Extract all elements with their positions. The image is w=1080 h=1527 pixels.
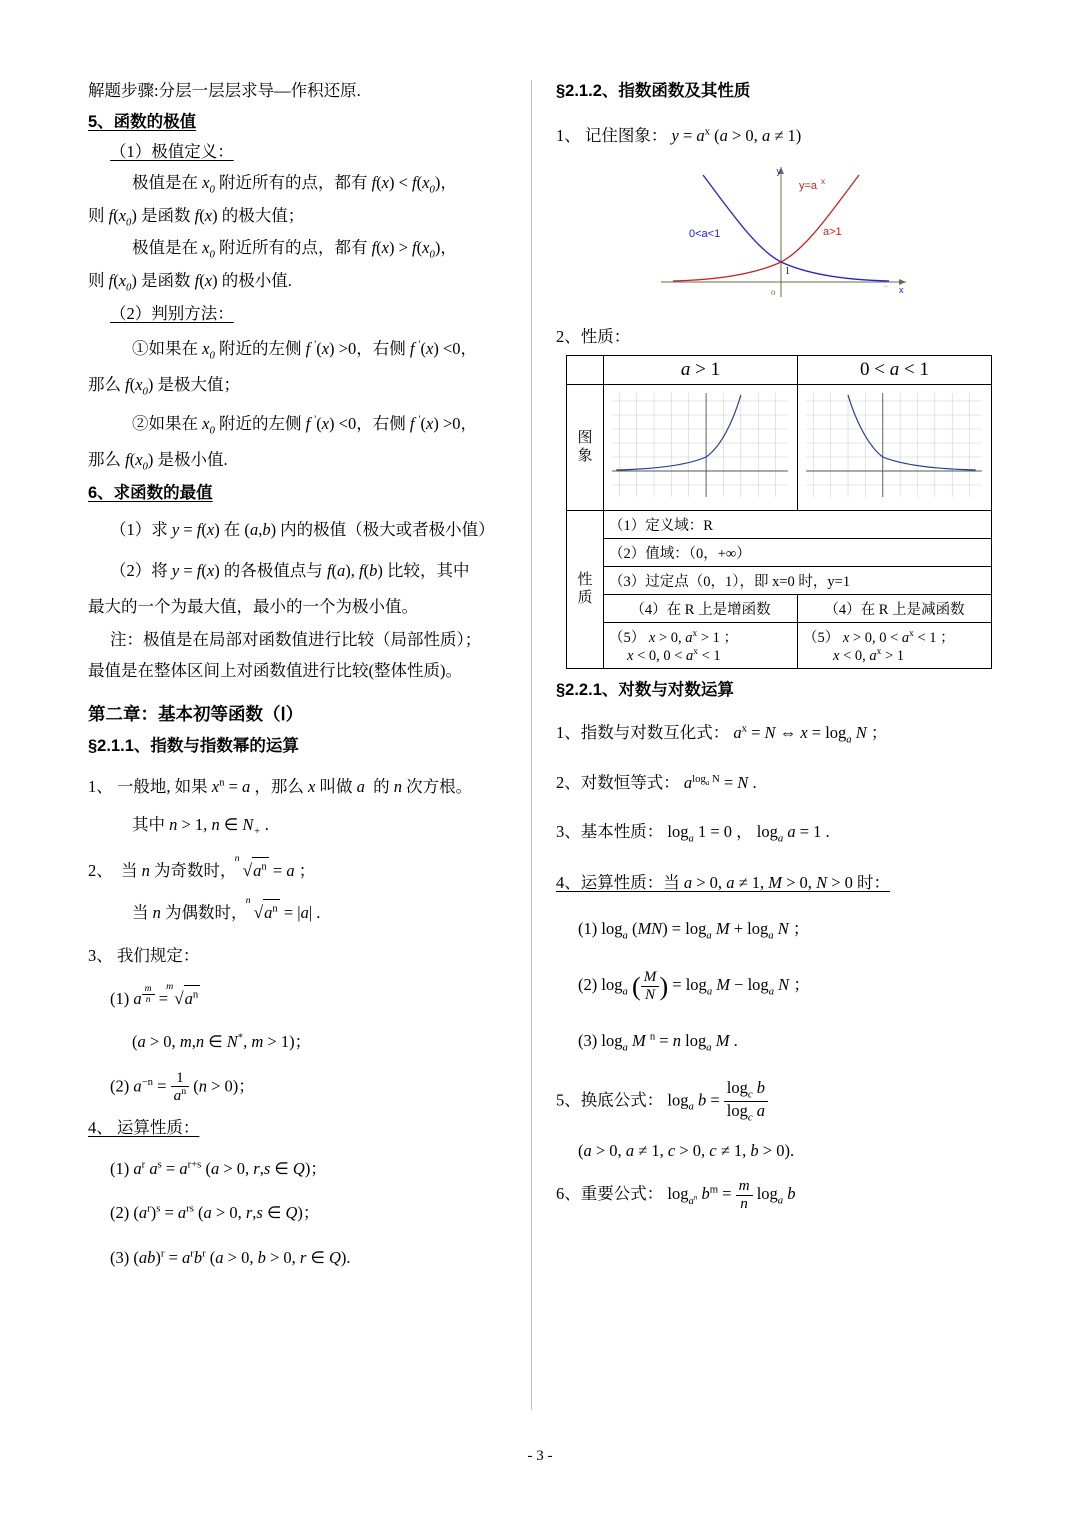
item-4-operations-heading: 4、 运算性质： xyxy=(88,1118,200,1138)
exponential-function-figure xyxy=(556,157,1006,312)
item-1-exp-graph: 1、 记住图象： $y = a^x$ (a > 0, a ≠ 1) xyxy=(556,125,802,145)
prop-sign-right: （5） x > 0, $0 < a^x < 1$ ； x < 0, $a^x > 1$ xyxy=(798,623,992,669)
item-3-1-condition: (a > 0, m,n ∈ N*, m > 1)； xyxy=(132,1031,312,1051)
svg-text:y: y xyxy=(776,166,781,177)
svg-text:··: ·· xyxy=(883,283,888,291)
extreme-def-line-1: 极值是在 $x_0$ 附近所有的点，都有 $f(x) < f(x_0)$， xyxy=(132,173,457,196)
item-1-nth-root: 1、 一般地, 如果 $x^n = a$ ，那么 x 叫做 a 的 n 次方根。 xyxy=(88,776,473,796)
judgement-line-3: ②如果在 $x_0$ 附近的左侧 f '(x) <0，右侧 f '(x) >0， xyxy=(132,413,478,437)
item-2-even: 当 n 为偶数时， n $√a^n = |a|$ . xyxy=(88,899,538,927)
page-number: - 3 - xyxy=(527,1448,553,1464)
log-item-4: 4、运算性质：当 a > 0, a ≠ 1, M > 0, N > 0 时： xyxy=(556,872,891,892)
svg-text:x: x xyxy=(899,285,904,296)
svg-text:y=a: y=a xyxy=(799,180,818,193)
table-prop-row-5 xyxy=(567,623,992,669)
extreme-def-line-4: 则 $f(x_0)$ 是函数 f(x) 的极小值. xyxy=(88,271,292,294)
table-prop-row-2 xyxy=(567,539,992,567)
section-2-2-1-title: §2.2.1、对数与对数运算 xyxy=(556,680,734,699)
judgement-line-1: ①如果在 $x_0$ 附近的左侧 f '(x) >0，右侧 f '(x) <0， xyxy=(132,338,478,361)
table-prop-row-3 xyxy=(567,567,992,595)
table-prop-row-4 xyxy=(567,595,992,623)
svg-text:a>1: a>1 xyxy=(823,226,842,239)
subheading-judgement-method: （2）判别方法： xyxy=(110,303,234,323)
log-item-2: 2、对数恒等式： $a^{log_a N} = N$ . xyxy=(556,772,757,793)
col-head-a-gt-1: a > 1 xyxy=(604,356,798,385)
item-1-condition: 其中 n > 1, n ∈ $N_+$ . xyxy=(132,815,269,838)
svg-text:1: 1 xyxy=(785,266,790,278)
log-item-5-condition: (a > 0, a ≠ 1, c > 0, c ≠ 1, b > 0). xyxy=(578,1140,795,1160)
extreme-def-line-2: 则 $f(x_0)$ 是函数 f(x) 的极大值； xyxy=(88,205,305,229)
row-label-properties: 性 质 xyxy=(567,511,604,669)
table-header-row xyxy=(567,356,992,385)
table-prop-row-1 xyxy=(567,511,992,539)
item-2-odd: 2、 当 n 为奇数时， n $√a^n = a$ ； xyxy=(88,857,538,885)
prop-decreasing: （4）在 R 上是减函数 xyxy=(798,595,992,623)
row-label-graph: 图 象 xyxy=(567,385,604,511)
log-item-4-3: (3) $\log_a M$ $^n$ = n $\log_a M$ . xyxy=(578,1030,738,1054)
prop-range: （2）值域：（0，+∞） xyxy=(604,539,992,567)
item-3-2: (2) $a^{-n}$ = $\frac{1}{a^n}$ (n > 0)； xyxy=(110,1068,255,1105)
right-column xyxy=(556,78,1006,1217)
log-item-3: 3、基本性质： $\log_a 1 = 0$ ， $\log_a a = 1$ . xyxy=(556,822,830,845)
heading-max-min: 6、求函数的最值 xyxy=(88,484,213,503)
item-2-properties-label: 2、性质： xyxy=(556,327,631,347)
max-min-line-1: （1）求 y = f(x) 在 (a,b) 内的极值（极大或者极小值） xyxy=(110,519,495,539)
exponential-curves-svg xyxy=(631,157,931,307)
svg-text:o: o xyxy=(771,287,776,298)
max-min-line-3: 最大的一个为最大值，最小的一个为极小值。 xyxy=(88,597,418,617)
log-item-5: 5、换底公式： $\log_a b$ = $\frac{\log_c b}{\log_c a}$ xyxy=(556,1079,1006,1124)
decreasing-exp-graph xyxy=(800,387,989,503)
judgement-line-2: 那么 $f(x_0)$ 是极大值； xyxy=(88,375,241,398)
table-graph-row xyxy=(567,385,992,511)
item-4-2: (2) $(a^r)^s = a^{rs}$ (a > 0, r,s ∈ Q)； xyxy=(110,1202,320,1223)
graph-cell-increasing xyxy=(604,385,798,511)
prop-fixed-point: （3）过定点（0，1），即 x=0 时，y=1 xyxy=(604,567,992,595)
subheading-extreme-definition: （1）极值定义： xyxy=(110,142,234,162)
section-2-1-1-title: §2.1.1、指数与指数幂的运算 xyxy=(88,736,299,755)
note-line-2: 最值是在整体区间上对函数值进行比较(整体性质)。 xyxy=(88,660,462,680)
max-min-line-2: （2）将 y = f(x) 的各极值点与 f(a), f(b) 比较，其中 xyxy=(110,560,470,580)
item-4-1: (1) $a^r$ $a^s = a^{r+s}$ (a > 0, r,s ∈ Q)； xyxy=(110,1158,327,1178)
svg-text:0<a<1: 0<a<1 xyxy=(689,228,721,241)
log-item-4-1: (1) $\log_a (MN) = \log_a M + \log_a N$ ； xyxy=(578,919,810,942)
corner-cell xyxy=(567,356,604,385)
note-line-1: 注：极值是在局部对函数值进行比较（局部性质）； xyxy=(110,630,482,649)
item-3-rules: 3、 我们规定： xyxy=(88,946,200,965)
section-2-1-2-title: §2.1.2、指数函数及其性质 xyxy=(556,82,751,100)
prop-sign-left: （5） x > 0, $a^x > 1$ ； x < 0, $0 < a^x < 1$ xyxy=(604,623,798,669)
heading-extreme-values: 5、函数的极值 xyxy=(88,112,197,131)
log-item-1: 1、指数与对数互化式： $a^x = N$ ⇔ $x = \log_a N$ ； xyxy=(556,722,888,745)
item-3-1: (1) a $^{\frac{m}{n}}$ = m $√a^n$ xyxy=(88,984,538,1013)
judgement-line-4: 那么 $f(x_0)$ 是极小值. xyxy=(88,450,228,473)
log-item-6: 6、重要公式： $\log_{a^n} b^m$ = $\frac{m}{n}$ $\log_a b$ xyxy=(556,1177,796,1213)
prop-domain: （1）定义域：R xyxy=(604,511,992,539)
extreme-def-line-3: 极值是在 $x_0$ 附近所有的点，都有 $f(x) > f(x_0)$， xyxy=(132,238,457,261)
exponential-properties-table xyxy=(566,355,992,669)
graph-cell-decreasing xyxy=(798,385,992,511)
left-column xyxy=(88,78,538,1276)
item-4-3: (3) $(ab)^r = a^rb^r$ (a > 0, b > 0, r ∈ Q). xyxy=(110,1247,351,1268)
prop-increasing: （4）在 R 上是增函数 xyxy=(604,595,798,623)
chapter-title: 第二章：基本初等函数（Ⅰ） xyxy=(88,704,304,725)
solve-steps-line: 解题步骤:分层一层层求导—作积还原. xyxy=(88,81,361,100)
log-item-4-2: (2) $\log_a$ ( $\frac{M}{N}$ ) = $\log_a M - \log_a N$ ； xyxy=(578,968,810,1003)
increasing-exp-graph xyxy=(606,387,795,503)
col-head-a-lt-1: 0 < a < 1 xyxy=(798,356,992,385)
svg-text:x: x xyxy=(821,177,825,187)
